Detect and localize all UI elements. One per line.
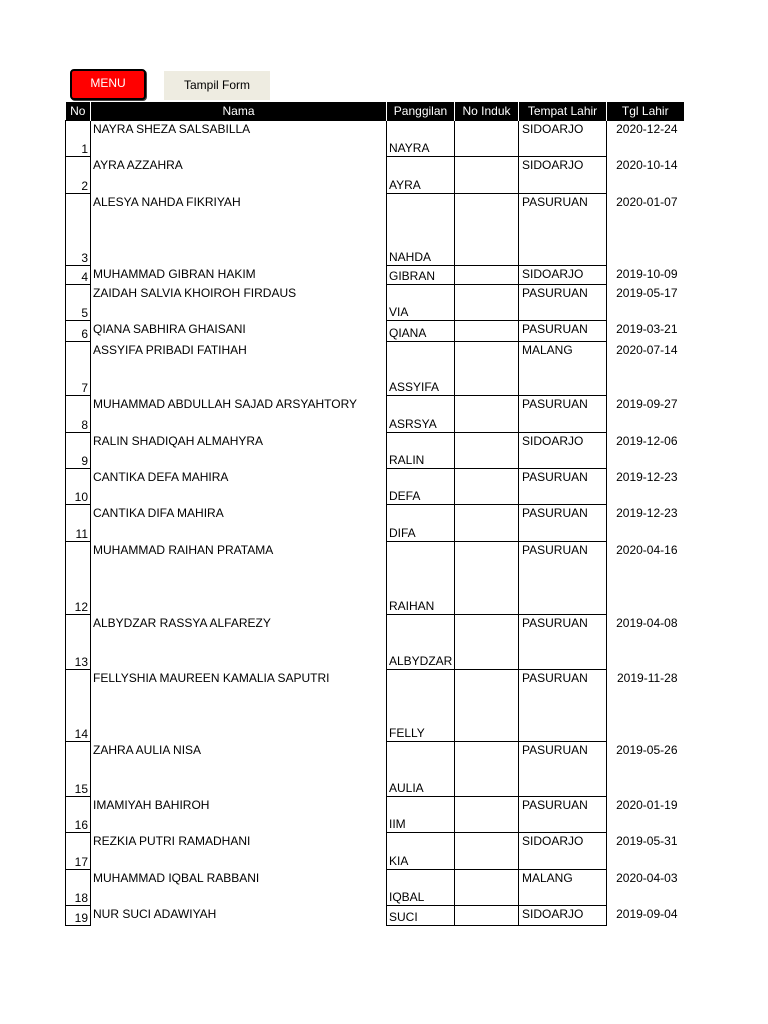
row-number-cell[interactable]: 14 (66, 670, 91, 742)
row-number-cell[interactable]: 3 (66, 194, 91, 266)
student-name-cell[interactable]: QIANA SABHIRA GHAISANI (93, 322, 246, 336)
birth-date-cell[interactable]: 2020-01-07 (616, 195, 678, 209)
table-row (66, 157, 684, 194)
student-name-cell[interactable]: ASSYIFA PRIBADI FATIHAH (93, 343, 247, 357)
nickname-cell[interactable]: QIANA (387, 321, 455, 342)
student-name-cell[interactable]: IMAMIYAH BAHIROH (93, 798, 210, 812)
menu-button[interactable]: MENU (70, 69, 146, 100)
table-row (66, 194, 684, 266)
birth-place-cell[interactable]: PASURUAN (519, 542, 607, 615)
nickname-cell[interactable]: IIM (387, 797, 455, 833)
row-number-cell[interactable]: 18 (66, 870, 91, 906)
nickname-cell[interactable]: ALBYDZAR (387, 615, 455, 670)
birth-date-cell[interactable]: 2020-01-19 (616, 798, 678, 812)
table-row (66, 266, 684, 285)
student-name-cell[interactable]: ALBYDZAR RASSYA ALFAREZY (93, 616, 271, 630)
birth-date-cell[interactable]: 2020-04-16 (616, 543, 678, 557)
row-number-cell[interactable]: 17 (66, 833, 91, 870)
student-name-cell[interactable]: AYRA AZZAHRA (93, 158, 183, 172)
birth-date-cell[interactable]: 2019-12-23 (616, 470, 678, 484)
student-name-cell[interactable]: NUR SUCI ADAWIYAH (93, 907, 217, 921)
table-row (66, 615, 684, 670)
row-number-cell[interactable]: 15 (66, 742, 91, 797)
header-panggilan[interactable]: Panggilan (387, 102, 455, 121)
student-id-cell[interactable] (455, 433, 519, 469)
birth-place-cell[interactable]: PASURUAN (519, 615, 607, 670)
student-id-cell[interactable] (455, 833, 519, 870)
student-id-cell[interactable] (455, 266, 519, 285)
birth-place-cell[interactable]: MALANG (519, 870, 607, 906)
nickname-cell[interactable]: NAYRA (387, 121, 455, 157)
table-row (66, 321, 684, 342)
birth-date-cell[interactable]: 2019-03-21 (616, 322, 678, 336)
student-id-cell[interactable] (455, 542, 519, 615)
row-number-cell[interactable]: 16 (66, 797, 91, 833)
table-row (66, 342, 684, 396)
student-name-cell[interactable]: MUHAMMAD RAIHAN PRATAMA (93, 543, 274, 557)
student-name-cell[interactable]: ZAHRA AULIA NISA (93, 743, 202, 757)
header-no[interactable]: No (66, 102, 91, 121)
student-id-cell[interactable] (455, 670, 519, 742)
student-name-cell[interactable]: NAYRA SHEZA SALSABILLA (93, 122, 251, 136)
nickname-cell[interactable]: DIFA (387, 505, 455, 542)
student-name-cell[interactable]: CANTIKA DIFA MAHIRA (93, 506, 224, 520)
student-id-cell[interactable] (455, 157, 519, 194)
table-row (66, 742, 684, 797)
row-number-cell[interactable]: 8 (66, 396, 91, 433)
row-number-cell[interactable]: 2 (66, 157, 91, 194)
birth-place-cell[interactable]: PASURUAN (519, 797, 607, 833)
row-number-cell[interactable]: 13 (66, 615, 91, 670)
student-name-cell[interactable]: RALIN SHADIQAH ALMAHYRA (93, 434, 264, 448)
nickname-cell[interactable]: GIBRAN (387, 266, 455, 285)
table-row (66, 797, 684, 833)
student-id-cell[interactable] (455, 121, 519, 157)
student-id-cell[interactable] (455, 321, 519, 342)
birth-date-cell[interactable]: 2020-04-03 (616, 871, 678, 885)
nickname-cell[interactable]: ASRSYA (387, 396, 455, 433)
birth-place-cell[interactable]: PASURUAN (519, 505, 607, 542)
nickname-cell[interactable]: RAIHAN (387, 542, 455, 615)
birth-date-cell[interactable]: 2019-12-23 (616, 506, 678, 520)
student-name-cell[interactable]: FELLYSHIA MAUREEN KAMALIA SAPUTRI (93, 671, 330, 685)
nickname-cell[interactable]: IQBAL (387, 870, 455, 906)
birth-place-cell[interactable]: SIDOARJO (519, 266, 607, 285)
row-number-cell[interactable]: 5 (66, 285, 91, 321)
student-name-cell[interactable]: ZAIDAH SALVIA KHOIROH FIRDAUS (93, 286, 297, 300)
birth-place-cell[interactable]: PASURUAN (519, 469, 607, 505)
birth-place-cell[interactable]: PASURUAN (519, 742, 607, 797)
table-row (66, 670, 684, 742)
row-number-cell[interactable]: 7 (66, 342, 91, 396)
student-name-cell[interactable]: MUHAMMAD ABDULLAH SAJAD ARSYAHTORY (93, 397, 358, 411)
nickname-cell[interactable]: FELLY (387, 670, 455, 742)
nickname-cell[interactable]: VIA (387, 285, 455, 321)
table-row (66, 906, 684, 926)
birth-place-cell[interactable]: PASURUAN (519, 396, 607, 433)
student-id-cell[interactable] (455, 615, 519, 670)
nickname-cell[interactable]: DEFA (387, 469, 455, 505)
birth-date-cell[interactable]: 2019-12-06 (616, 434, 678, 448)
student-id-cell[interactable] (455, 870, 519, 906)
student-id-cell[interactable] (455, 194, 519, 266)
student-id-cell[interactable] (455, 285, 519, 321)
row-number-cell[interactable]: 10 (66, 469, 91, 505)
student-name-cell[interactable]: ALESYA NAHDA FIKRIYAH (93, 195, 241, 209)
student-name-cell[interactable]: MUHAMMAD IQBAL RABBANI (93, 871, 260, 885)
birth-place-cell[interactable]: SIDOARJO (519, 157, 607, 194)
row-number-cell[interactable]: 4 (66, 266, 91, 285)
nickname-cell[interactable]: NAHDA (387, 194, 455, 266)
table-row (66, 433, 684, 469)
birth-place-cell[interactable]: MALANG (519, 342, 607, 396)
birth-date-cell[interactable]: 2019-05-26 (616, 743, 678, 757)
header-nama[interactable]: Nama (91, 102, 387, 121)
row-number-cell[interactable]: 19 (66, 906, 91, 926)
table-row (66, 505, 684, 542)
birth-place-cell[interactable]: SIDOARJO (519, 906, 607, 926)
row-number-cell[interactable]: 12 (66, 542, 91, 615)
birth-date-cell[interactable]: 2019-05-17 (616, 286, 678, 300)
row-number-cell[interactable]: 1 (66, 121, 91, 157)
student-table (65, 102, 684, 926)
student-id-cell[interactable] (455, 505, 519, 542)
student-id-cell[interactable] (455, 342, 519, 396)
row-number-cell[interactable]: 11 (66, 505, 91, 542)
nickname-cell[interactable]: AULIA (387, 742, 455, 797)
birth-place-cell[interactable]: SIDOARJO (519, 121, 607, 157)
table-row (66, 833, 684, 870)
birth-place-cell[interactable]: PASURUAN (519, 321, 607, 342)
table-row (66, 285, 684, 321)
table-row (66, 542, 684, 615)
table-row (66, 870, 684, 906)
birth-date-cell[interactable]: 2020-10-14 (616, 158, 678, 172)
table-header-row (66, 102, 684, 121)
birth-date-cell[interactable]: 2019-04-08 (616, 616, 678, 630)
nickname-cell[interactable]: KIA (387, 833, 455, 870)
show-form-button[interactable]: Tampil Form (164, 71, 270, 100)
student-id-cell[interactable] (455, 396, 519, 433)
row-number-cell[interactable]: 6 (66, 321, 91, 342)
header-no-induk[interactable]: No Induk (455, 102, 519, 121)
birth-place-cell[interactable]: SIDOARJO (519, 433, 607, 469)
student-id-cell[interactable] (455, 797, 519, 833)
birth-date-cell[interactable]: 2019-11-28 (617, 671, 678, 685)
nickname-cell[interactable]: RALIN (387, 433, 455, 469)
row-number-cell[interactable]: 9 (66, 433, 91, 469)
student-id-cell[interactable] (455, 742, 519, 797)
birth-place-cell[interactable]: PASURUAN (519, 285, 607, 321)
birth-date-cell[interactable]: 2020-12-24 (616, 122, 678, 136)
birth-place-cell[interactable]: PASURUAN (519, 194, 607, 266)
birth-place-cell[interactable]: PASURUAN (519, 670, 607, 742)
table-row (66, 396, 684, 433)
birth-place-cell[interactable]: SIDOARJO (519, 833, 607, 870)
table-row (66, 121, 684, 157)
student-id-cell[interactable] (455, 906, 519, 926)
header-tempat-lahir[interactable]: Tempat Lahir (519, 102, 607, 121)
birth-date-cell[interactable]: 2019-09-27 (616, 397, 678, 411)
student-name-cell[interactable]: CANTIKA DEFA MAHIRA (93, 470, 229, 484)
header-tgl-lahir[interactable]: Tgl Lahir (607, 102, 684, 121)
student-id-cell[interactable] (455, 469, 519, 505)
nickname-cell[interactable]: AYRA (387, 157, 455, 194)
nickname-cell[interactable]: ASSYIFA (387, 342, 455, 396)
table-row (66, 469, 684, 505)
birth-date-cell[interactable]: 2020-07-14 (616, 343, 678, 357)
birth-date-cell[interactable]: 2019-09-04 (616, 907, 678, 921)
birth-date-cell[interactable]: 2019-05-31 (616, 834, 678, 848)
birth-date-cell[interactable]: 2019-10-09 (616, 267, 678, 281)
student-name-cell[interactable]: MUHAMMAD GIBRAN HAKIM (93, 267, 256, 281)
student-name-cell[interactable]: REZKIA PUTRI RAMADHANI (93, 834, 251, 848)
nickname-cell[interactable]: SUCI (387, 906, 455, 926)
